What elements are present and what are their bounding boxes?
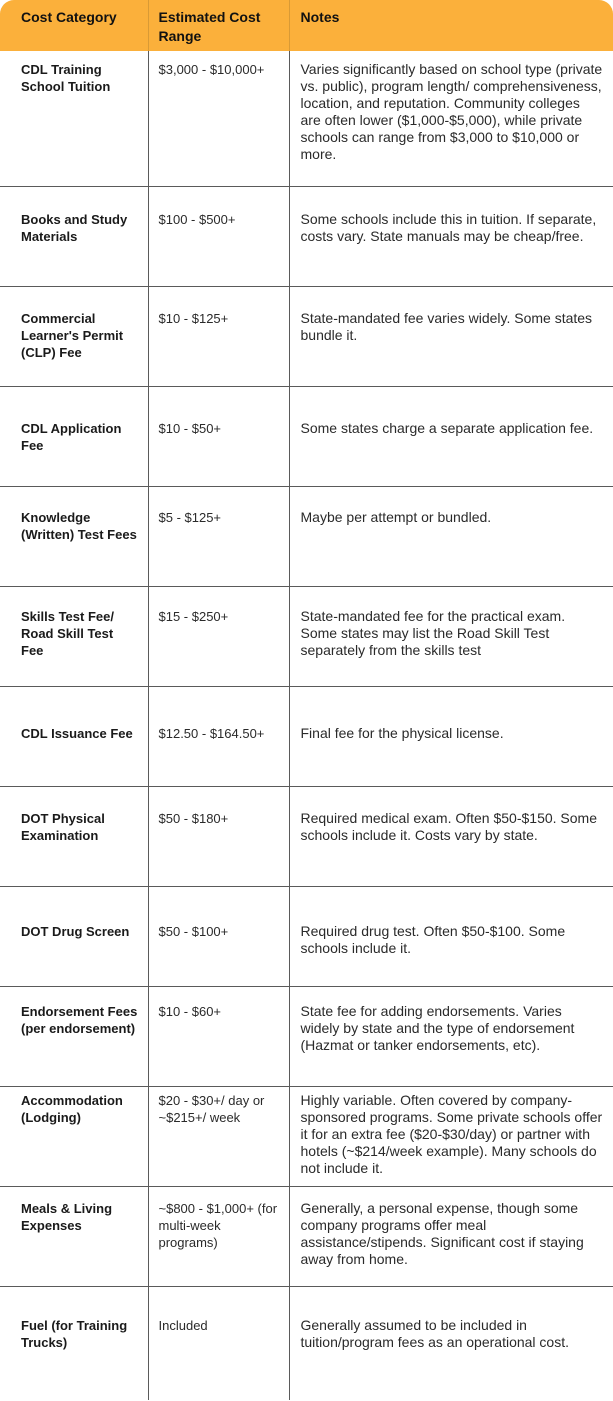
row-cost: $50 - $100+ — [148, 886, 289, 986]
row-notes: Required medical exam. Often $50-$150. Some schools include it. Costs vary by state. — [289, 786, 613, 886]
row-cost: $3,000 - $10,000+ — [148, 51, 289, 186]
header-row — [0, 0, 613, 51]
header-estimated-cost-range: Estimated Cost Range — [148, 0, 289, 51]
row-notes: State-mandated fee for the practical exam. Some states may list the Road Skill Test separately from the skills test — [289, 586, 613, 686]
row-cost: $50 - $180+ — [148, 786, 289, 886]
row-category: Commercial Learner's Permit (CLP) Fee — [0, 286, 148, 386]
table-row — [0, 1186, 613, 1286]
row-category: Accommodation (Lodging) — [0, 1086, 148, 1186]
row-notes: Generally assumed to be included in tuition/program fees as an operational cost. — [289, 1286, 613, 1400]
row-cost: $10 - $60+ — [148, 986, 289, 1086]
table-row — [0, 486, 613, 586]
table-row — [0, 51, 613, 186]
row-category: CDL Issuance Fee — [0, 686, 148, 786]
row-notes: Maybe per attempt or bundled. — [289, 486, 613, 586]
row-notes: State fee for adding endorsements. Varies widely by state and the type of endorsement (Hazmat or tanker endorsements, etc). — [289, 986, 613, 1086]
row-notes: Varies significantly based on school type (private vs. public), program length/ comprehensiveness, location, and reputation. Community colleges are often lower ($1,000-$5,000), while private schools can range from $3,000 to $10,000 or more. — [289, 51, 613, 186]
table-header — [0, 0, 613, 51]
row-cost: ~$800 - $1,000+ (for multi-week programs) — [148, 1186, 289, 1286]
row-cost: Included — [148, 1286, 289, 1400]
table-row — [0, 586, 613, 686]
table-row — [0, 1086, 613, 1186]
row-category: CDL Training School Tuition — [0, 51, 148, 186]
row-category: Fuel (for Training Trucks) — [21, 1317, 128, 1350]
row-category: Skills Test Fee/ Road Skill Test Fee — [0, 586, 148, 686]
row-notes: Required drug test. Often $50-$100. Some schools include it. — [289, 886, 613, 986]
row-notes: Final fee for the physical license. — [289, 686, 613, 786]
row-cost: $15 - $250+ — [148, 586, 289, 686]
table-row — [0, 1286, 613, 1400]
row-category: Endorsement Fees (per endorsement) — [0, 986, 148, 1086]
table-row — [0, 886, 613, 986]
row-notes: Some schools include this in tuition. If separate, costs vary. State manuals may be cheap/free. — [289, 186, 613, 286]
header-cost-category: Cost Category — [0, 0, 148, 51]
table-row — [0, 186, 613, 286]
row-cost: $100 - $500+ — [148, 186, 289, 286]
row-cost: $10 - $50+ — [148, 386, 289, 486]
row-notes: State-mandated fee varies widely. Some states bundle it. — [289, 286, 613, 386]
table-body — [0, 51, 613, 1400]
table-row — [0, 286, 613, 386]
row-cost: $10 - $125+ — [148, 286, 289, 386]
row-notes: Generally, a personal expense, though some company programs offer meal assistance/stipends. Significant cost if staying away from home. — [289, 1186, 613, 1286]
row-category: DOT Drug Screen — [0, 886, 148, 986]
table-row — [0, 986, 613, 1086]
row-category: DOT Physical Examination — [0, 786, 148, 886]
row-category: Knowledge (Written) Test Fees — [0, 486, 148, 586]
table-row — [0, 786, 613, 886]
row-notes: Highly variable. Often covered by company-sponsored programs. Some private schools offer it for an extra fee ($20-$30/day) or partner with hotels (~$214/week example). Many schools do not include it. — [289, 1086, 613, 1186]
row-cost: $20 - $30+/ day or ~$215+/ week — [148, 1086, 289, 1186]
table-row — [0, 686, 613, 786]
row-notes: Some states charge a separate application fee. — [289, 386, 613, 486]
row-category: Books and Study Materials — [0, 186, 148, 286]
header-notes: Notes — [289, 0, 613, 51]
row-category: CDL Application Fee — [0, 386, 148, 486]
row-category: Meals & Living Expenses — [0, 1186, 148, 1286]
row-cost: $12.50 - $164.50+ — [148, 686, 289, 786]
table-row — [0, 386, 613, 486]
row-cost: $5 - $125+ — [148, 486, 289, 586]
